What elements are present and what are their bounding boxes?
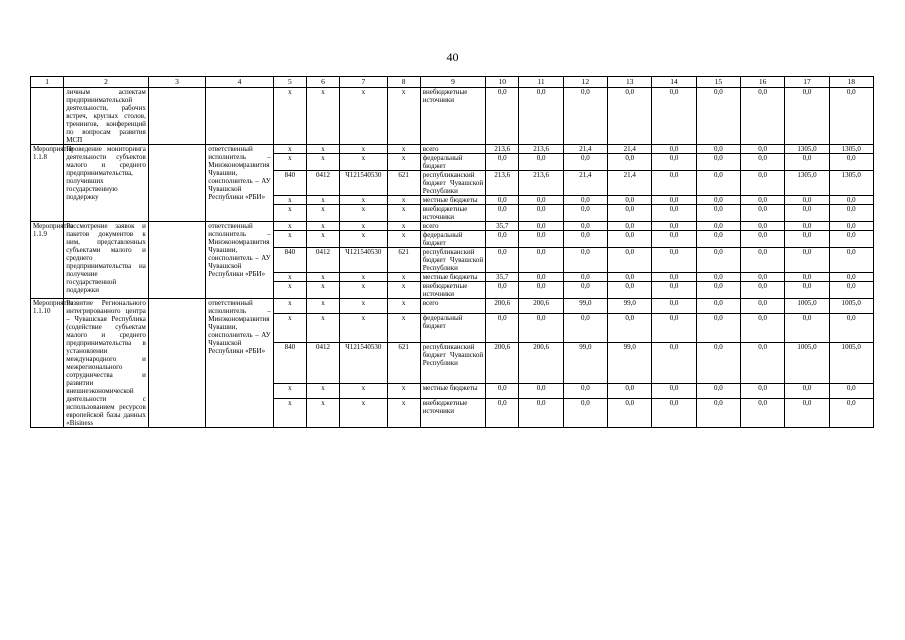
amount-cell: 0,0: [829, 384, 873, 399]
amount-cell: 1005,0: [785, 299, 829, 314]
amount-cell: 0,0: [740, 88, 784, 145]
amount-cell: 0,0: [740, 299, 784, 314]
amount-cell: 0,0: [829, 154, 873, 171]
measure-name-cell: личным аспектам предпринимательской деятельности, рабочих встреч, круглых столов, тренингов, конференций по вопросам развития МСП: [64, 88, 149, 145]
code-cell: x: [306, 145, 339, 154]
amount-cell: 0,0: [563, 399, 607, 428]
amount-cell: 0,0: [486, 196, 519, 205]
executor-cell: ответственный исполнитель – Минэкономразвития Чувашии, соисполнитель – АУ Чувашской Республики «РБИ»: [206, 145, 273, 222]
amount-cell: 21,4: [608, 145, 652, 154]
amount-cell: 0,0: [519, 88, 563, 145]
code-cell: x: [387, 282, 420, 299]
code-cell: x: [273, 399, 306, 428]
code-cell: x: [273, 205, 306, 222]
amount-cell: 99,0: [608, 342, 652, 384]
amount-cell: 0,0: [486, 384, 519, 399]
table-body: [31, 77, 874, 428]
amount-cell: 0,0: [740, 248, 784, 273]
budget-table: [30, 76, 874, 428]
code-cell: x: [340, 222, 387, 231]
code-cell: x: [340, 299, 387, 314]
amount-cell: 0,0: [608, 282, 652, 299]
amount-cell: 0,0: [652, 399, 696, 428]
amount-cell: 0,0: [696, 196, 740, 205]
amount-cell: 0,0: [563, 88, 607, 145]
amount-cell: 0,0: [608, 196, 652, 205]
amount-cell: 0,0: [696, 231, 740, 248]
amount-cell: 1305,0: [785, 171, 829, 196]
funding-source-cell: федеральный бюджет: [420, 314, 485, 342]
executor-cell: [206, 88, 273, 145]
funding-source-cell: внебюджетные источники: [420, 399, 485, 428]
header-cell: 11: [519, 77, 563, 88]
code-cell: 0412: [306, 248, 339, 273]
header-cell: 14: [652, 77, 696, 88]
header-cell: 6: [306, 77, 339, 88]
code-cell: 621: [387, 171, 420, 196]
amount-cell: 213,6: [519, 145, 563, 154]
amount-cell: 0,0: [652, 342, 696, 384]
code-cell: x: [340, 273, 387, 282]
amount-cell: 0,0: [740, 205, 784, 222]
amount-cell: 0,0: [486, 282, 519, 299]
executor-cell: ответственный исполнитель – Минэкономразвития Чувашии, соисполнитель – АУ Чувашской Республики «РБИ»: [206, 222, 273, 299]
code-cell: x: [387, 205, 420, 222]
amount-cell: 0,0: [652, 171, 696, 196]
header-cell: 1: [31, 77, 64, 88]
amount-cell: 0,0: [829, 399, 873, 428]
amount-cell: 0,0: [740, 399, 784, 428]
amount-cell: 0,0: [829, 273, 873, 282]
funding-source-cell: федеральный бюджет: [420, 231, 485, 248]
table-row: [31, 145, 874, 154]
amount-cell: 0,0: [785, 231, 829, 248]
code-cell: x: [387, 314, 420, 342]
amount-cell: 0,0: [519, 282, 563, 299]
amount-cell: 0,0: [652, 222, 696, 231]
header-cell: 16: [740, 77, 784, 88]
amount-cell: 0,0: [608, 399, 652, 428]
amount-cell: 0,0: [519, 384, 563, 399]
funding-source-cell: местные бюджеты: [420, 196, 485, 205]
amount-cell: 0,0: [608, 205, 652, 222]
amount-cell: 0,0: [486, 314, 519, 342]
code-cell: x: [306, 231, 339, 248]
amount-cell: 0,0: [785, 88, 829, 145]
amount-cell: 0,0: [563, 314, 607, 342]
amount-cell: 0,0: [486, 231, 519, 248]
header-cell: 10: [486, 77, 519, 88]
amount-cell: 0,0: [785, 314, 829, 342]
table-row: [31, 88, 874, 145]
amount-cell: 0,0: [519, 314, 563, 342]
header-cell: 5: [273, 77, 306, 88]
amount-cell: 0,0: [696, 399, 740, 428]
amount-cell: 0,0: [696, 314, 740, 342]
amount-cell: 0,0: [563, 196, 607, 205]
amount-cell: 1305,0: [785, 145, 829, 154]
amount-cell: 0,0: [696, 154, 740, 171]
amount-cell: 0,0: [740, 342, 784, 384]
amount-cell: 0,0: [785, 384, 829, 399]
code-cell: x: [273, 384, 306, 399]
funding-source-cell: федеральный бюджет: [420, 154, 485, 171]
executor-cell: ответственный исполнитель – Минэкономразвития Чувашии, соисполнитель – АУ Чувашской Республики «РБИ»: [206, 299, 273, 428]
header-cell: 15: [696, 77, 740, 88]
code-cell: x: [387, 231, 420, 248]
amount-cell: 0,0: [740, 282, 784, 299]
amount-cell: 0,0: [785, 196, 829, 205]
code-cell: x: [340, 88, 387, 145]
amount-cell: 0,0: [563, 282, 607, 299]
code-cell: 0412: [306, 342, 339, 384]
header-cell: 12: [563, 77, 607, 88]
funding-source-cell: всего: [420, 222, 485, 231]
amount-cell: 0,0: [785, 248, 829, 273]
measure-name-cell: Рассмотрение заявок и пакетов документов к ним, представленных субъектами малого и среднего предпринимательства на получение государственной поддержки: [64, 222, 149, 299]
amount-cell: 213,6: [486, 145, 519, 154]
amount-cell: 0,0: [785, 222, 829, 231]
code-cell: x: [273, 273, 306, 282]
measure-name-cell: Развитие Регионального интегрированного центра – Чувашская Республика (содействие субъектам малого и среднего предпринимательства в установлении международного и межрегионального сотрудничества и развитии внешнеэкономической деятельности с использованием ресурсов европейской базы данных «Bisiness: [64, 299, 149, 428]
code-cell: x: [306, 273, 339, 282]
code-cell: x: [306, 299, 339, 314]
amount-cell: 0,0: [696, 171, 740, 196]
amount-cell: 0,0: [740, 384, 784, 399]
code-cell: 0412: [306, 171, 339, 196]
code-cell: x: [273, 145, 306, 154]
amount-cell: 0,0: [652, 273, 696, 282]
amount-cell: 1305,0: [829, 145, 873, 154]
amount-cell: 0,0: [486, 205, 519, 222]
amount-cell: 200,6: [486, 299, 519, 314]
code-cell: x: [340, 399, 387, 428]
amount-cell: 0,0: [563, 273, 607, 282]
code-cell: x: [340, 231, 387, 248]
code-cell: x: [387, 384, 420, 399]
amount-cell: 0,0: [652, 196, 696, 205]
amount-cell: 0,0: [652, 231, 696, 248]
amount-cell: 0,0: [519, 222, 563, 231]
empty-cell: [148, 145, 205, 222]
amount-cell: 0,0: [608, 248, 652, 273]
header-cell: 7: [340, 77, 387, 88]
code-cell: Ч121540530: [340, 171, 387, 196]
code-cell: x: [306, 196, 339, 205]
amount-cell: 0,0: [740, 196, 784, 205]
code-cell: x: [387, 196, 420, 205]
measure-code-cell: Мероприятие 1.1.8: [31, 145, 64, 222]
code-cell: x: [273, 88, 306, 145]
amount-cell: 0,0: [696, 145, 740, 154]
header-cell: 8: [387, 77, 420, 88]
amount-cell: 1005,0: [829, 299, 873, 314]
funding-source-cell: республиканский бюджет Чувашской Республики: [420, 248, 485, 273]
amount-cell: 0,0: [486, 154, 519, 171]
amount-cell: 0,0: [652, 314, 696, 342]
empty-cell: [148, 222, 205, 299]
amount-cell: 0,0: [608, 273, 652, 282]
amount-cell: 0,0: [519, 205, 563, 222]
code-cell: x: [273, 154, 306, 171]
amount-cell: 0,0: [829, 196, 873, 205]
column-number-header: [31, 77, 874, 88]
amount-cell: 0,0: [696, 384, 740, 399]
amount-cell: 99,0: [563, 299, 607, 314]
amount-cell: 0,0: [740, 231, 784, 248]
header-cell: 9: [420, 77, 485, 88]
code-cell: x: [387, 399, 420, 428]
code-cell: x: [306, 154, 339, 171]
amount-cell: 0,0: [608, 314, 652, 342]
amount-cell: 0,0: [608, 231, 652, 248]
amount-cell: 0,0: [696, 222, 740, 231]
amount-cell: 0,0: [740, 314, 784, 342]
funding-source-cell: республиканский бюджет Чувашской Республики: [420, 171, 485, 196]
empty-cell: [148, 299, 205, 428]
amount-cell: 0,0: [829, 282, 873, 299]
amount-cell: 0,0: [696, 282, 740, 299]
code-cell: x: [387, 145, 420, 154]
amount-cell: 0,0: [829, 88, 873, 145]
amount-cell: 200,6: [519, 299, 563, 314]
code-cell: x: [306, 282, 339, 299]
amount-cell: 0,0: [696, 205, 740, 222]
amount-cell: 0,0: [563, 231, 607, 248]
amount-cell: 0,0: [652, 205, 696, 222]
amount-cell: 0,0: [519, 399, 563, 428]
code-cell: 840: [273, 171, 306, 196]
amount-cell: 0,0: [785, 399, 829, 428]
amount-cell: 213,6: [486, 171, 519, 196]
code-cell: x: [306, 384, 339, 399]
amount-cell: 0,0: [563, 222, 607, 231]
funding-source-cell: всего: [420, 299, 485, 314]
amount-cell: 0,0: [608, 384, 652, 399]
amount-cell: 0,0: [696, 342, 740, 384]
amount-cell: 0,0: [785, 154, 829, 171]
amount-cell: 0,0: [696, 273, 740, 282]
amount-cell: 0,0: [696, 248, 740, 273]
amount-cell: 0,0: [519, 273, 563, 282]
amount-cell: 0,0: [652, 248, 696, 273]
amount-cell: 0,0: [785, 205, 829, 222]
code-cell: x: [340, 314, 387, 342]
header-cell: 4: [206, 77, 273, 88]
measure-code-cell: [31, 88, 64, 145]
amount-cell: 0,0: [740, 145, 784, 154]
amount-cell: 0,0: [608, 88, 652, 145]
header-cell: 2: [64, 77, 149, 88]
code-cell: x: [387, 154, 420, 171]
code-cell: x: [273, 282, 306, 299]
funding-source-cell: республиканский бюджет Чувашской Республики: [420, 342, 485, 384]
header-cell: 13: [608, 77, 652, 88]
amount-cell: 35,7: [486, 222, 519, 231]
code-cell: Ч121540530: [340, 248, 387, 273]
code-cell: x: [387, 299, 420, 314]
code-cell: x: [306, 314, 339, 342]
amount-cell: 0,0: [829, 248, 873, 273]
amount-cell: 0,0: [563, 154, 607, 171]
code-cell: Ч121540530: [340, 342, 387, 384]
code-cell: x: [273, 231, 306, 248]
amount-cell: 0,0: [608, 222, 652, 231]
amount-cell: 0,0: [829, 222, 873, 231]
amount-cell: 0,0: [519, 231, 563, 248]
header-cell: 17: [785, 77, 829, 88]
code-cell: x: [306, 222, 339, 231]
amount-cell: 21,4: [608, 171, 652, 196]
amount-cell: 35,7: [486, 273, 519, 282]
amount-cell: 0,0: [829, 231, 873, 248]
code-cell: x: [387, 273, 420, 282]
measure-code-cell: Мероприятие 1.1.9: [31, 222, 64, 299]
amount-cell: 0,0: [652, 384, 696, 399]
amount-cell: 99,0: [608, 299, 652, 314]
amount-cell: 0,0: [740, 154, 784, 171]
code-cell: 840: [273, 342, 306, 384]
code-cell: x: [387, 88, 420, 145]
amount-cell: 0,0: [696, 299, 740, 314]
code-cell: x: [273, 222, 306, 231]
code-cell: x: [306, 399, 339, 428]
amount-cell: 1005,0: [785, 342, 829, 384]
amount-cell: 0,0: [563, 205, 607, 222]
code-cell: x: [340, 154, 387, 171]
amount-cell: 0,0: [740, 273, 784, 282]
code-cell: 840: [273, 248, 306, 273]
code-cell: 621: [387, 248, 420, 273]
funding-source-cell: всего: [420, 145, 485, 154]
amount-cell: 0,0: [652, 299, 696, 314]
amount-cell: 0,0: [652, 154, 696, 171]
amount-cell: 21,4: [563, 171, 607, 196]
funding-source-cell: внебюджетные источники: [420, 282, 485, 299]
amount-cell: 0,0: [486, 248, 519, 273]
code-cell: x: [340, 384, 387, 399]
funding-source-cell: внебюджетные источники: [420, 205, 485, 222]
code-cell: x: [273, 314, 306, 342]
code-cell: x: [340, 282, 387, 299]
amount-cell: 0,0: [696, 88, 740, 145]
code-cell: x: [306, 88, 339, 145]
amount-cell: 213,6: [519, 171, 563, 196]
amount-cell: 0,0: [486, 399, 519, 428]
amount-cell: 0,0: [740, 171, 784, 196]
code-cell: x: [340, 205, 387, 222]
amount-cell: 0,0: [829, 314, 873, 342]
funding-source-cell: местные бюджеты: [420, 273, 485, 282]
page-number: 40: [446, 50, 459, 64]
measure-code-cell: Мероприятие 1.1.10: [31, 299, 64, 428]
table-row: [31, 299, 874, 314]
amount-cell: 21,4: [563, 145, 607, 154]
amount-cell: 0,0: [652, 145, 696, 154]
amount-cell: 0,0: [563, 384, 607, 399]
amount-cell: 0,0: [652, 88, 696, 145]
amount-cell: 0,0: [829, 205, 873, 222]
funding-source-cell: местные бюджеты: [420, 384, 485, 399]
amount-cell: 200,6: [519, 342, 563, 384]
code-cell: x: [340, 145, 387, 154]
amount-cell: 0,0: [740, 222, 784, 231]
amount-cell: 0,0: [652, 282, 696, 299]
table-row: [31, 222, 874, 231]
code-cell: x: [306, 205, 339, 222]
funding-source-cell: внебюджетные источники: [420, 88, 485, 145]
measure-name-cell: Проведение мониторинга деятельности субъектов малого и среднего предпринимательства, получивших государственную поддержку: [64, 145, 149, 222]
code-cell: x: [387, 222, 420, 231]
code-cell: x: [273, 299, 306, 314]
amount-cell: 1305,0: [829, 171, 873, 196]
amount-cell: 0,0: [785, 273, 829, 282]
amount-cell: 0,0: [519, 196, 563, 205]
amount-cell: 99,0: [563, 342, 607, 384]
amount-cell: 200,6: [486, 342, 519, 384]
amount-cell: 0,0: [519, 248, 563, 273]
amount-cell: 0,0: [519, 154, 563, 171]
amount-cell: 0,0: [563, 248, 607, 273]
amount-cell: 0,0: [785, 282, 829, 299]
code-cell: x: [340, 196, 387, 205]
amount-cell: 0,0: [486, 88, 519, 145]
header-cell: 18: [829, 77, 873, 88]
code-cell: x: [273, 196, 306, 205]
code-cell: 621: [387, 342, 420, 384]
header-cell: 3: [148, 77, 205, 88]
amount-cell: 0,0: [608, 154, 652, 171]
empty-cell: [148, 88, 205, 145]
amount-cell: 1005,0: [829, 342, 873, 384]
